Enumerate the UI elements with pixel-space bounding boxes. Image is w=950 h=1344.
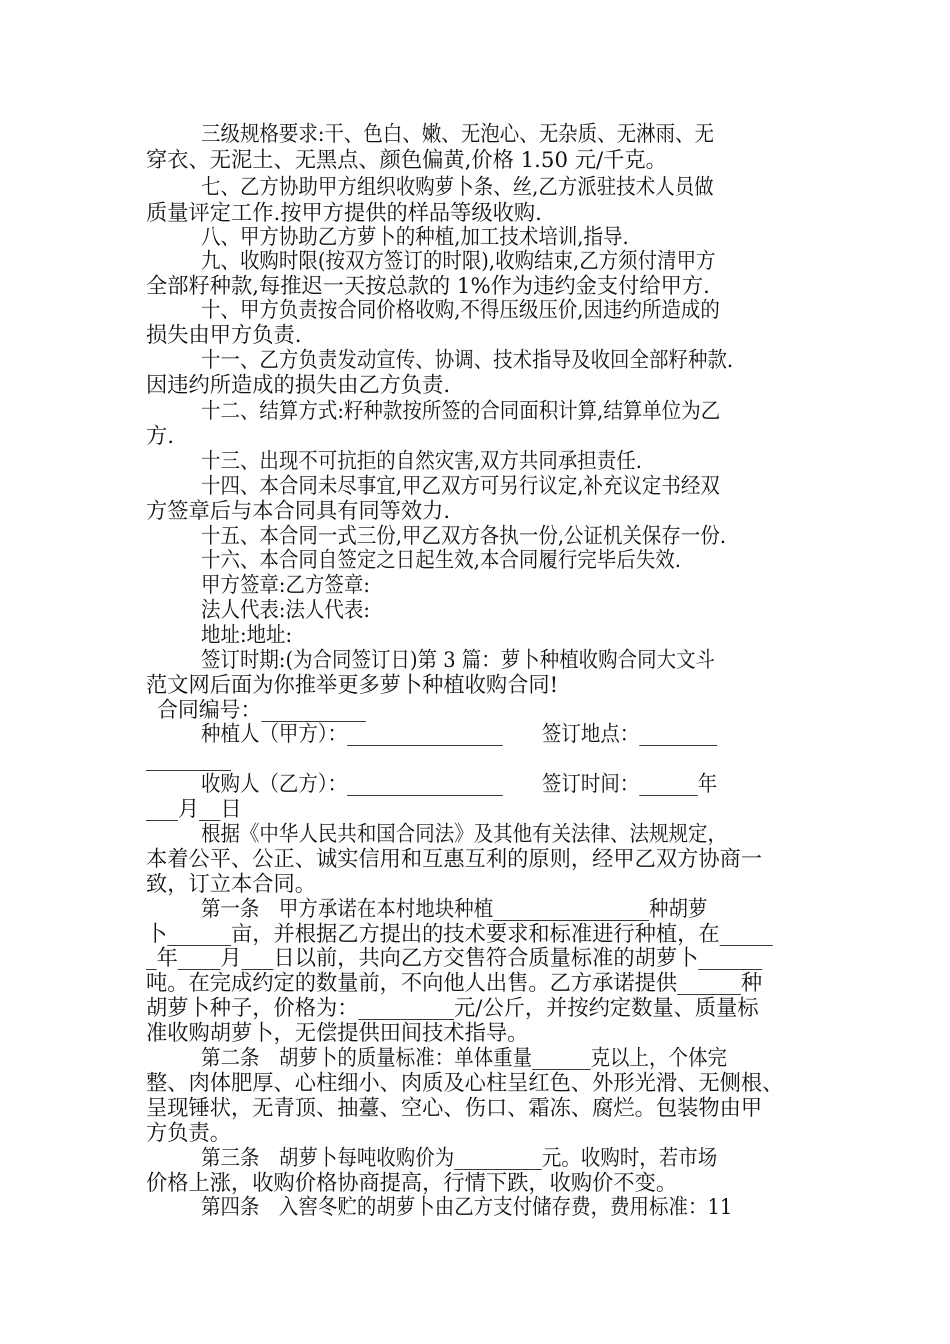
text-line: 十五、本合同一式三份,甲乙双方各执一份,公证机关保存一份.: [201, 524, 727, 549]
text-line: 方负责。: [146, 1121, 231, 1146]
text-line: ________: [146, 747, 231, 772]
text-line: 整、肉体肥厚、心柱细小、肉质及心柱呈红色、外形光滑、无侧根、: [146, 1071, 784, 1096]
text-line: 九、收购时限(按双方签订的时限),收购结束,乙方须付清甲方: [201, 249, 716, 274]
text-line: 根据《中华人民共和国合同法》及其他有关法律、法规规定，: [201, 822, 727, 847]
text-line: 准收购胡萝卜，无偿提供田间技术指导。: [146, 1021, 529, 1046]
text-line: 第一条 甲方承诺在本村地块种植________________种胡萝: [201, 897, 708, 922]
text-line: 穿衣、无泥土、无黑点、颜色偏黄,价格 1.50 元/千克。: [146, 148, 667, 173]
text-line: 签订时期:(为合同签订日)第 3 篇：萝卜种植收购合同大文斗: [201, 648, 716, 673]
text-line: 十二、结算方式:籽种款按所签的合同面积计算,结算单位为乙: [201, 399, 721, 424]
text-line: 法人代表:法人代表:: [201, 598, 370, 623]
text-line: 本着公平、公正、诚实信用和互惠互利的原则，经甲乙双方协商一: [146, 847, 763, 872]
text-line: 方签章后与本合同具有同等效力.: [146, 499, 451, 524]
text-line: 质量评定工作.按甲方提供的样品等级收购.: [146, 201, 542, 226]
text-line: 全部籽种款,每推迟一天按总款的 1%作为违约金支付给甲方.: [146, 274, 710, 299]
text-line: 十一、乙方负责发动宣传、协调、技术指导及收回全部籽种款.: [201, 348, 734, 373]
text-line: 地址:地址:: [201, 623, 293, 648]
text-line: 第四条 入窖冬贮的胡萝卜由乙方支付储存费，费用标准：11: [201, 1195, 733, 1220]
text-line: 收购人（乙方）：________________ 签订时间：______年: [201, 772, 718, 797]
text-line: 第二条 胡萝卜的质量标准：单体重量______克以上，个体完: [201, 1046, 727, 1071]
text-line: 价格上涨，收购价格协商提高，行情下跌，收购价不变。: [146, 1171, 678, 1196]
text-line: 因违约所造成的损失由乙方负责.: [146, 373, 451, 398]
text-line: ___月__日: [146, 797, 242, 822]
text-line: 七、乙方协助甲方组织收购萝卜条、丝,乙方派驻技术人员做: [201, 175, 714, 200]
text-line: 致，订立本合同。: [146, 872, 316, 897]
text-line: 第三条 胡萝卜每吨收购价为_________元。收购时，若市场: [201, 1146, 718, 1171]
text-line: 合同编号：__________: [157, 698, 366, 723]
text-line: 呈现锤状，无青顶、抽薹、空心、伤口、霜冻、腐烂。包装物由甲: [146, 1096, 763, 1121]
text-line: 吨。在完成约定的数量前，不向他人出售。乙方承诺提供______种: [146, 971, 763, 996]
text-line: 八、甲方协助乙方萝卜的种植,加工技术培训,指导.: [201, 225, 629, 250]
text-line: 方.: [146, 424, 175, 449]
text-line: _年____月___日以前，共向乙方交售符合质量标准的胡萝卜______: [146, 946, 763, 971]
text-line: 损失由甲方负责.: [146, 323, 302, 348]
text-line: 十四、本合同未尽事宜,甲乙双方可另行议定,补充议定书经双: [201, 474, 720, 499]
text-line: 卜______亩，并根据乙方提出的技术要求和标准进行种植，在_____: [146, 922, 773, 947]
text-line: 胡萝卜种子，价格为：_________元/公斤，并按约定数量、质量标: [146, 996, 759, 1021]
text-line: 范文网后面为你推举更多萝卜种植收购合同!: [146, 673, 559, 698]
text-line: 种植人（甲方）：________________ 签订地点：________: [201, 722, 718, 747]
text-line: 三级规格要求:干、色白、嫩、无泡心、无杂质、无淋雨、无: [201, 122, 715, 147]
text-line: 十六、本合同自签定之日起生效,本合同履行完毕后失效.: [201, 548, 681, 573]
text-line: 十、甲方负责按合同价格收购,不得压级压价,因违约所造成的: [201, 298, 720, 323]
text-line: 甲方签章:乙方签章:: [201, 573, 370, 598]
text-line: 十三、出现不可抗拒的自然灾害,双方共同承担责任.: [201, 449, 642, 474]
